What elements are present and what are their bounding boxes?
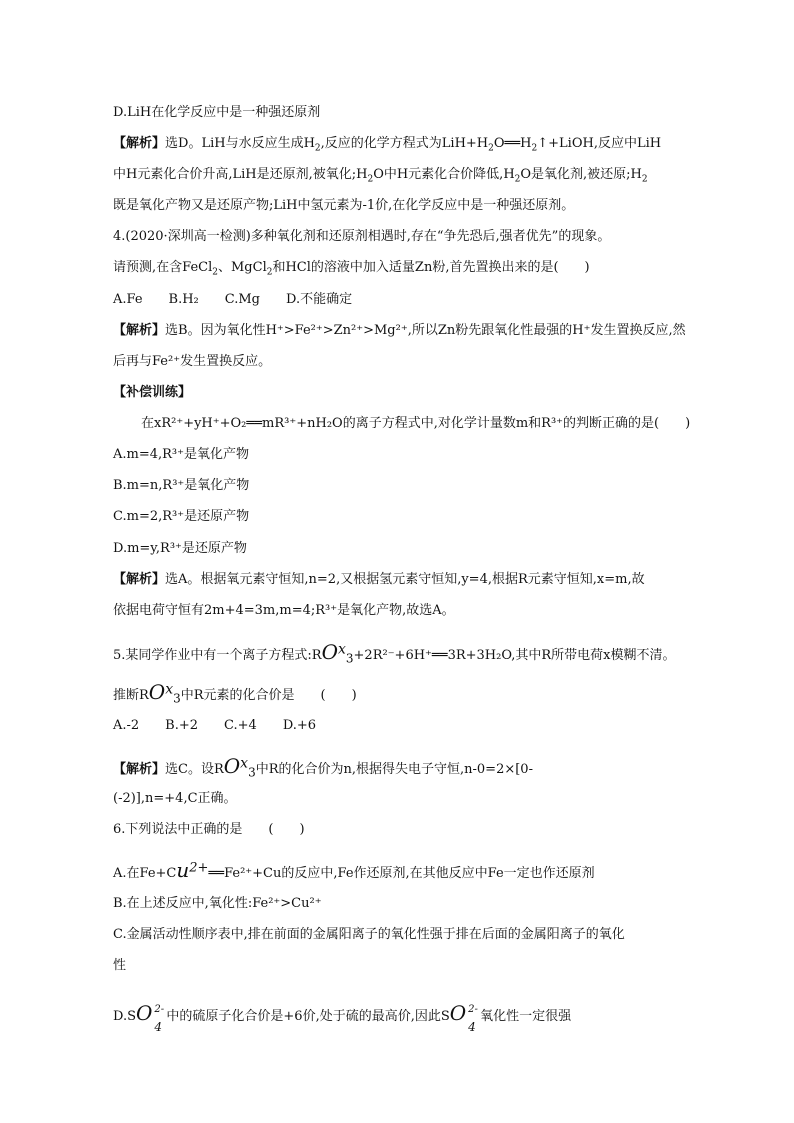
text-line: 【解析】选D。LiH与水反应生成$H_2$,反应的化学方程式为$LiH+H_2O══H_2↑+LiOH$,反应中LiH <box>113 136 662 154</box>
supplementary-question: 在xR²⁺+yH⁺+O₂══mR³⁺+nH₂O的离子方程式中,对化学计量数m和R³⁺的判断正确的是( ) <box>141 416 691 431</box>
text-line: 依据电荷守恒有2m+4=3m,m=4;R³⁺是氧化产物,故选A。 <box>113 603 455 618</box>
question-5-stem: 5.某同学作业中有一个离子方程式$:RO^x_3+2R^{2-}+6H^+══3R+3H_2O$,其中R所带电荷x模糊不清。 <box>113 640 676 666</box>
text-line: 请预测,在含FeCl$_2$、MgCl$_2$和HCl的溶液中加入适量Zn粉,首先置换出来的是( ) <box>113 260 590 278</box>
text-line: D.LiH在化学反应中是一种强还原剂 <box>113 105 321 120</box>
option-b: B.在上述反应中,氧化性:Fe²⁺>Cu²⁺ <box>113 896 322 911</box>
question-4-options: A.Fe B.H₂ C.Mg D.不能确定 <box>113 292 353 307</box>
option-c-continued: 性 <box>113 958 127 973</box>
option-b: B.m=n,R³⁺是氧化产物 <box>113 478 250 493</box>
text-line: 后再与Fe²⁺发生置换反应。 <box>113 354 272 369</box>
text-line: (-2)],n=+4,C正确。 <box>113 791 237 806</box>
question-5-options: A.-2 B.+2 C.+4 D.+6 <box>113 718 317 733</box>
text-line: 【解析】选B。因为氧化性H⁺>Fe²⁺>Zn²⁺>Mg²⁺,所以Zn粉先跟氧化性最强的H⁺发生置换反应,然 <box>113 323 686 338</box>
analysis-label: 【解析】 <box>113 572 166 587</box>
text-line: 推断$RO^x_3$中R元素的化合价是 ( ) <box>113 680 357 706</box>
option-a: A.m=4,R³⁺是氧化产物 <box>113 447 250 462</box>
analysis-label: 【解析】 <box>113 136 166 151</box>
text-line: 【解析】选C。设$RO^x_3$中R的化合价为n,根据得失电子守恒,n-0=2×[0- <box>113 754 533 780</box>
text-line: 中H元素化合价升高,LiH是还原剂,被氧化$;H_2O$中H元素化合价降低$,H_2O$是氧化剂,被还原$;H_2$ <box>113 167 648 185</box>
analysis-label: 【解析】 <box>113 762 166 777</box>
question-6-stem: 6.下列说法中正确的是 ( ) <box>113 822 305 837</box>
text-line: 既是氧化产物又是还原产物;LiH中氢元素为-1价,在化学反应中是一种强还原剂。 <box>113 198 575 213</box>
section-heading: 【补偿训练】 <box>113 385 192 400</box>
text-line: 【解析】选A。根据氧元素守恒知,n=2,又根据氢元素守恒知,y=4,根据R元素守恒知,x=m,故 <box>113 572 645 587</box>
option-c: C.金属活动性顺序表中,排在前面的金属阳离子的氧化性强于排在后面的金属阳离子的氧化 <box>113 927 625 942</box>
option-a: A.在$Fe+Cu^{2+}══Fe^{2+}+Cu$的反应中,Fe作还原剂,在其他反应中Fe一定也作还原剂 <box>113 858 595 882</box>
question-4-stem: 4.(2020·深圳高一检测)多种氧化剂和还原剂相遇时,存在“争先恐后,强者优先”的现象。 <box>113 229 611 244</box>
analysis-label: 【解析】 <box>113 323 166 338</box>
option-c: C.m=2,R³⁺是还原产物 <box>113 509 250 524</box>
option-d: D.m=y,R³⁺是还原产物 <box>113 541 247 556</box>
option-d: D.SO 2- 4 中的硫原子化合价是+6价,处于硫的最高价,因此SO 2- 4 氧化性一定很强 <box>113 1001 572 1034</box>
